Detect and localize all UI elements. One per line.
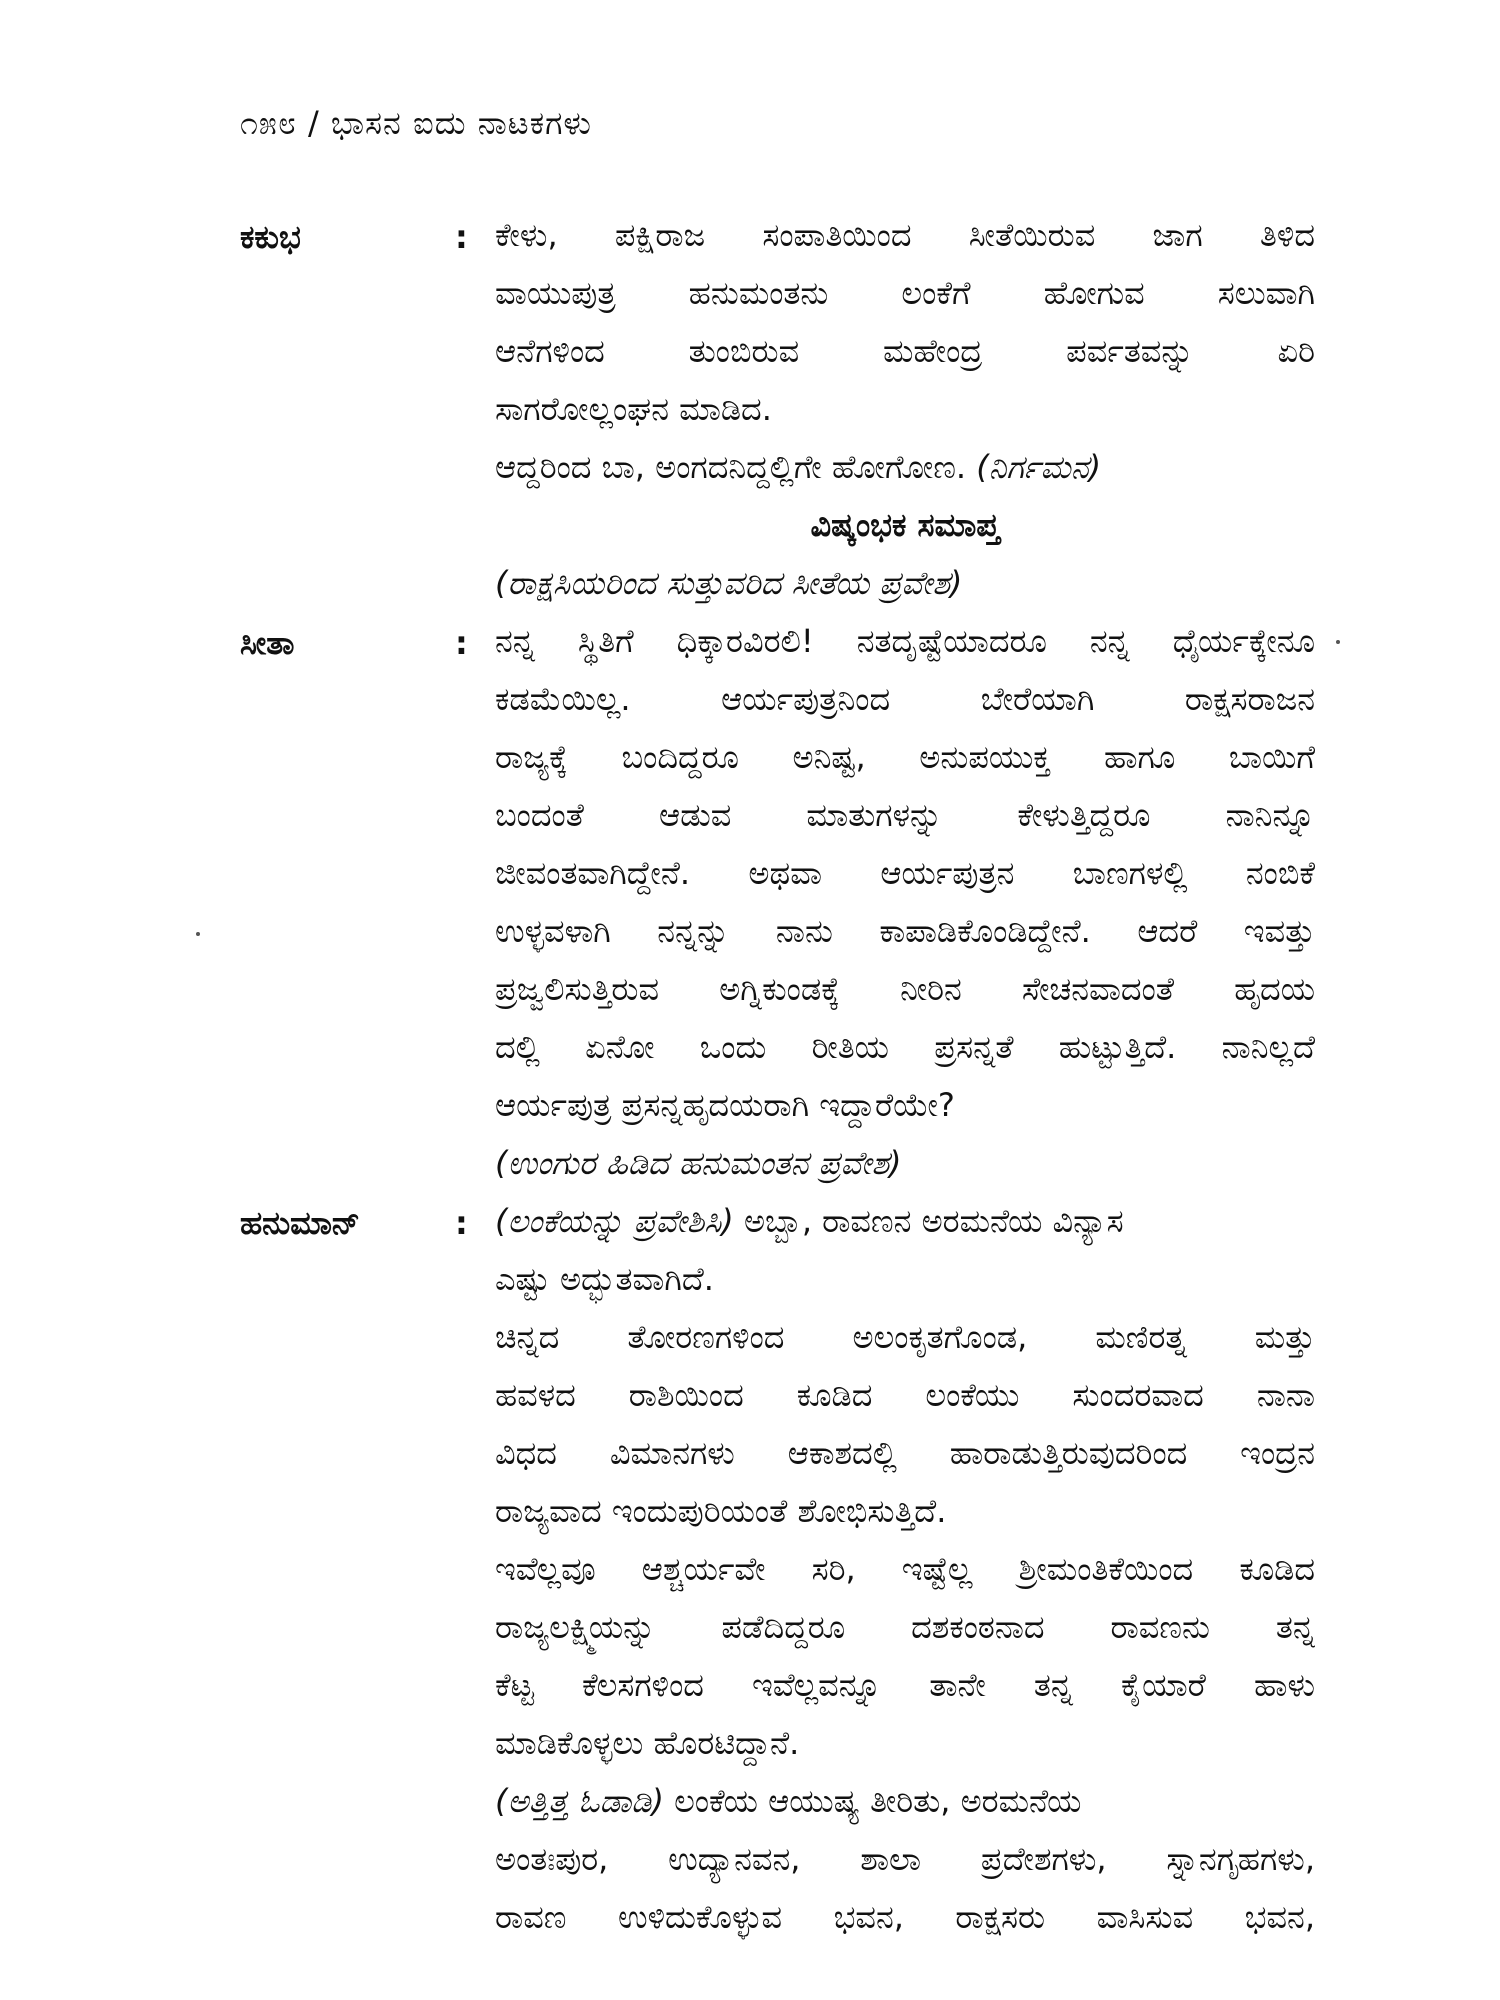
speaker-sita: ಸೀತಾ [240, 624, 295, 662]
text-line: ಜೀವಂತವಾಗಿದ್ದೇನೆ. ಅಥವಾ ಆರ್ಯಪುತ್ರನ ಬಾಣಗಳಲ್ಲಿ ನಂಬಿಕೆ [495, 854, 1315, 892]
text-line [495, 1772, 1315, 1830]
text-line: ದಲ್ಲಿ ಏನೋ ಒಂದು ರೀತಿಯ ಪ್ರಸನ್ನತೆ ಹುಟ್ಟುತ್ತಿದೆ. ನಾನಿಲ್ಲದೆ [495, 1028, 1315, 1066]
sita-speech [495, 612, 1315, 1192]
text-line [495, 438, 1315, 496]
text-line: ಇವೆಲ್ಲವೂ ಆಶ್ಚರ್ಯವೇ ಸರಿ, ಇಷ್ಟೆಲ್ಲ ಶ್ರೀಮಂತಿಕೆಯಿಂದ ಕೂಡಿದ [495, 1550, 1315, 1588]
text-line: ವಾಯುಪುತ್ರ ಹನುಮಂತನು ಲಂಕೆಗೆ ಹೋಗುವ ಸಲುವಾಗಿ [495, 274, 1315, 312]
scan-speck [1336, 640, 1340, 644]
text-line: ರಾಜ್ಯವಾದ ಇಂದುಪುರಿಯಂತೆ ಶೋಭಿಸುತ್ತಿದೆ. [495, 1492, 947, 1530]
text-line: ಅಂತಃಪುರ, ಉದ್ಯಾನವನ, ಶಾಲಾ ಪ್ರದೇಶಗಳು, ಸ್ನಾನಗೃಹಗಳು, [495, 1840, 1315, 1878]
stage-direction: (ಲಂಕೆಯನ್ನು ಪ್ರವೇಶಿಸಿ) [495, 1202, 734, 1240]
running-header [240, 104, 592, 143]
speaker-kakubha: ಕಕುಭ [240, 218, 301, 256]
text-line: ಬಂದಂತೆ ಆಡುವ ಮಾತುಗಳನ್ನು ಕೇಳುತ್ತಿದ್ದರೂ ನಾನಿನ್ನೂ [495, 796, 1315, 834]
book-title: ಭಾಸನ ಐದು ನಾಟಕಗಳು [330, 104, 592, 142]
stage-direction: (ನಿರ್ಗಮನ) [976, 448, 1102, 486]
text-line: ಪ್ರಜ್ವಲಿಸುತ್ತಿರುವ ಅಗ್ನಿಕುಂಡಕ್ಕೆ ನೀರಿನ ಸೇಚನವಾದಂತೆ ಹೃದಯ [495, 970, 1315, 1008]
text-run: ಲಂಕೆಯ ಆಯುಷ್ಯ ತೀರಿತು, ಅರಮನೆಯ [674, 1782, 1082, 1820]
text-line: ಆನೆಗಳಿಂದ ತುಂಬಿರುವ ಮಹೇಂದ್ರ ಪರ್ವತವನ್ನು ಏರಿ [495, 332, 1315, 370]
text-line: ಕಡಮೆಯಿಲ್ಲ. ಆರ್ಯಪುತ್ರನಿಂದ ಬೇರೆಯಾಗಿ ರಾಕ್ಷಸರಾಜನ [495, 680, 1315, 718]
text-line: ಉಳ್ಳವಳಾಗಿ ನನ್ನನ್ನು ನಾನು ಕಾಪಾಡಿಕೊಂಡಿದ್ದೇನೆ. ಆದರೆ ಇವತ್ತು [495, 912, 1315, 950]
speaker-hanuman: ಹನುಮಾನ್ [240, 1204, 361, 1242]
text-line: ರಾಜ್ಯಕ್ಕೆ ಬಂದಿದ್ದರೂ ಅನಿಷ್ಟ, ಅನುಪಯುಕ್ತ ಹಾಗೂ ಬಾಯಿಗೆ [495, 738, 1315, 776]
speaker-colon: : [455, 218, 468, 256]
text-line: ಆರ್ಯಪುತ್ರ ಪ್ರಸನ್ನಹೃದಯರಾಗಿ ಇದ್ದಾರೆಯೇ? [495, 1086, 955, 1124]
speaker-colon: : [455, 1204, 468, 1242]
text-run: ಅಬ್ಬಾ, ರಾವಣನ ಅರಮನೆಯ ವಿನ್ಯಾಸ [743, 1202, 1124, 1240]
stage-direction: (ಉಂಗುರ ಹಿಡಿದ ಹನುಮಂತನ ಪ್ರವೇಶ) [495, 1144, 902, 1182]
stage-direction: (ರಾಕ್ಷಸಿಯರಿಂದ ಸುತ್ತುವರಿದ ಸೀತೆಯ ಪ್ರವೇಶ) [495, 564, 963, 602]
text-line [495, 1192, 1315, 1250]
text-line: ರಾಜ್ಯಲಕ್ಷ್ಮಿಯನ್ನು ಪಡೆದಿದ್ದರೂ ದಶಕಂಠನಾದ ರಾವಣನು ತನ್ನ [495, 1608, 1315, 1646]
text-line: ನನ್ನ ಸ್ಥಿತಿಗೆ ಧಿಕ್ಕಾರವಿರಲಿ! ನತದೃಷ್ಟೆಯಾದರೂ ನನ್ನ ಧೈರ್ಯಕ್ಕೇನೂ [495, 622, 1315, 660]
text-line: ಎಷ್ಟು ಅದ್ಭುತವಾಗಿದೆ. [495, 1260, 714, 1298]
text-run: ಆದ್ದರಿಂದ ಬಾ, ಅಂಗದನಿದ್ದಲ್ಲಿಗೇ ಹೋಗೋಣ. [495, 448, 967, 486]
kakubha-speech [495, 206, 1315, 612]
speaker-colon: : [455, 624, 468, 662]
page-number: ೧೫೮ [240, 104, 297, 142]
text-line: ವಿಧದ ವಿಮಾನಗಳು ಆಕಾಶದಲ್ಲಿ ಹಾರಾಡುತ್ತಿರುವುದರಿಂದ ಇಂದ್ರನ [495, 1434, 1315, 1472]
header-separator: / [307, 104, 320, 142]
scan-speck [196, 932, 200, 936]
text-line: ಕೆಟ್ಟ ಕೆಲಸಗಳಿಂದ ಇವೆಲ್ಲವನ್ನೂ ತಾನೇ ತನ್ನ ಕೈಯಾರೆ ಹಾಳು [495, 1666, 1315, 1704]
text-line: ಸಾಗರೋಲ್ಲಂಘನ ಮಾಡಿದ. [495, 390, 772, 428]
scene-end-heading: ವಿಷ್ಕಂಭಕ ಸಮಾಪ್ತ [810, 506, 1000, 544]
text-line: ಕೇಳು, ಪಕ್ಷಿರಾಜ ಸಂಪಾತಿಯಿಂದ ಸೀತೆಯಿರುವ ಜಾಗ ತಿಳಿದ [495, 216, 1315, 254]
text-line: ಹವಳದ ರಾಶಿಯಿಂದ ಕೂಡಿದ ಲಂಕೆಯು ಸುಂದರವಾದ ನಾನಾ [495, 1376, 1315, 1414]
hanuman-speech [495, 1192, 1315, 1946]
text-line: ಚಿನ್ನದ ತೋರಣಗಳಿಂದ ಅಲಂಕೃತಗೊಂಡ, ಮಣಿರತ್ನ ಮತ್ತು [495, 1318, 1315, 1356]
text-line: ಮಾಡಿಕೊಳ್ಳಲು ಹೊರಟಿದ್ದಾನೆ. [495, 1724, 800, 1762]
text-line: ರಾವಣ ಉಳಿದುಕೊಳ್ಳುವ ಭವನ, ರಾಕ್ಷಸರು ವಾಸಿಸುವ ಭವನ, [495, 1898, 1315, 1936]
stage-direction: (ಅತ್ತಿತ್ತ ಓಡಾಡಿ) [495, 1782, 664, 1820]
